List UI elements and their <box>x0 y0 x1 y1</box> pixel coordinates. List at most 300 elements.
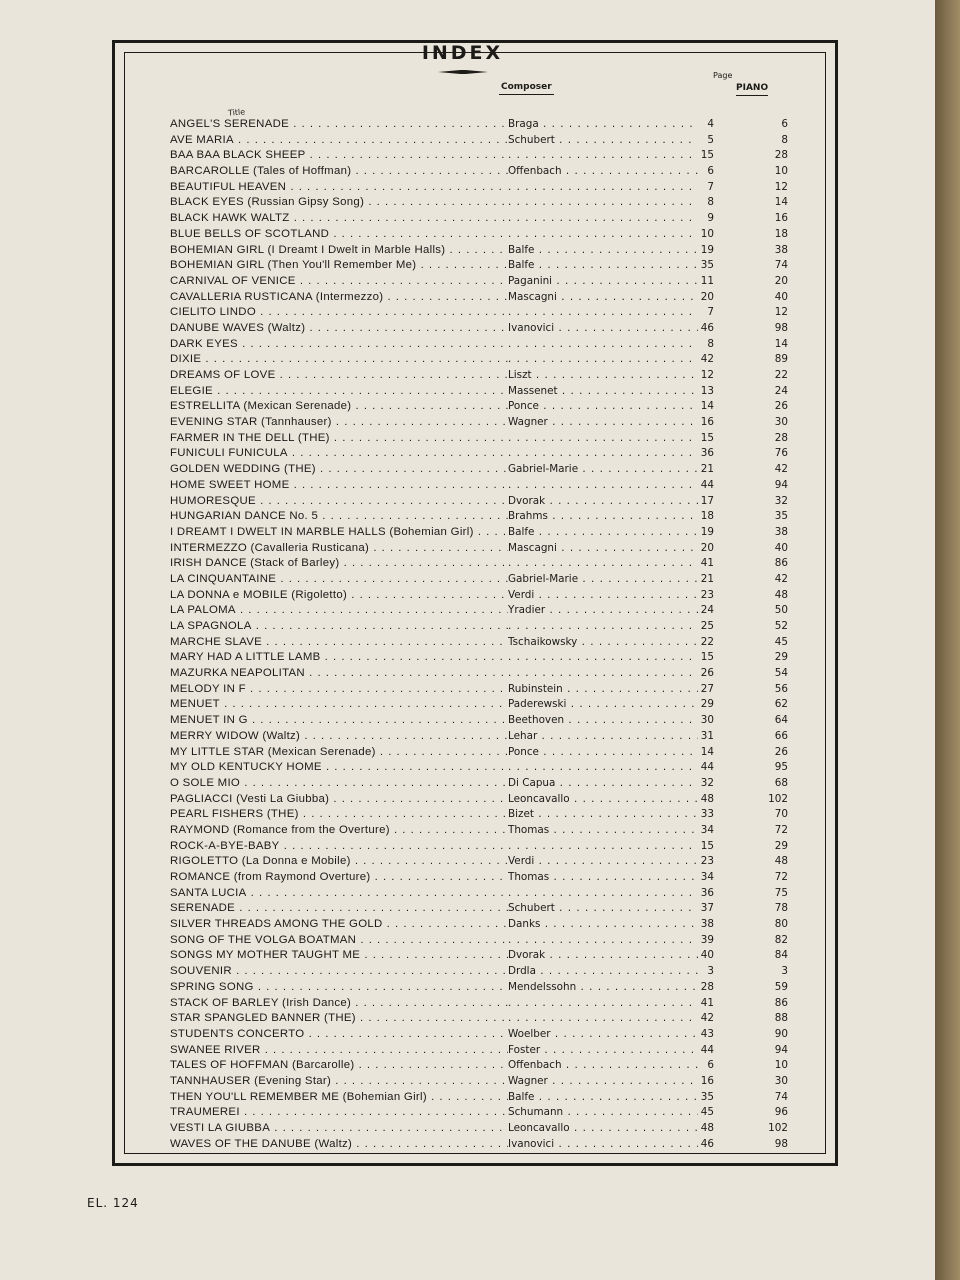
composer-name <box>508 352 698 368</box>
piano-page-number: 70 <box>774 808 788 821</box>
page-number: 36 <box>700 447 714 460</box>
piano-page-number: 32 <box>774 494 788 507</box>
piano-page-number: 102 <box>768 1122 788 1134</box>
composer-name: Tschaikowsky . . . <box>508 635 698 651</box>
composer-name <box>508 195 698 211</box>
song-title: TALES OF HOFFMAN (Barcarolle) . . . <box>170 1058 508 1074</box>
page-number: 43 <box>700 1027 714 1040</box>
composer-name: Thomas . . . <box>508 870 698 886</box>
page-number: 29 <box>700 698 714 711</box>
piano-page-number: 48 <box>774 588 788 601</box>
page-number: 15 <box>700 839 714 852</box>
index-row <box>170 195 790 211</box>
song-title: LA PALOMA . . . <box>170 603 508 619</box>
index-row <box>170 117 790 133</box>
page-number: 23 <box>700 588 714 601</box>
page-number: 40 <box>700 949 714 962</box>
song-title: SPRING SONG . . . <box>170 980 508 996</box>
piano-page-number: 98 <box>774 321 788 334</box>
index-row <box>170 792 790 808</box>
piano-page-number: 22 <box>774 369 788 381</box>
composer-name: Danks . . . <box>508 917 698 933</box>
song-title: HOME SWEET HOME . . . <box>170 478 508 494</box>
page-number: 25 <box>700 620 714 632</box>
song-title: MARCHE SLAVE . . . <box>170 635 508 651</box>
song-title: MERRY WIDOW (Waltz) . . . <box>170 729 508 745</box>
index-row <box>170 525 790 541</box>
page-number: 39 <box>700 933 714 946</box>
page-number: 38 <box>700 918 714 931</box>
page-number: 41 <box>700 557 714 570</box>
piano-page-number: 28 <box>774 431 788 444</box>
piano-page-number: 66 <box>774 729 788 742</box>
song-title: STAR SPANGLED BANNER (THE) . . . <box>170 1011 508 1027</box>
piano-page-number: 24 <box>774 384 788 397</box>
composer-name: Paganini . . . <box>508 274 698 290</box>
index-row <box>170 337 790 353</box>
composer-name <box>508 305 698 321</box>
composer-name <box>508 478 698 494</box>
song-title: DANUBE WAVES (Waltz) . . . <box>170 321 508 337</box>
page-number: 8 <box>707 196 714 209</box>
index-row <box>170 635 790 651</box>
piano-page-number: 98 <box>774 1137 788 1150</box>
song-title: DIXIE . . . <box>170 352 508 368</box>
piano-page-number: 30 <box>774 1074 788 1087</box>
song-title: SILVER THREADS AMONG THE GOLD . . . <box>170 917 508 933</box>
index-row <box>170 556 790 572</box>
song-title: MELODY IN F . . . <box>170 682 508 698</box>
page-number: 36 <box>700 886 714 899</box>
composer-name: Verdi . . . <box>508 854 698 870</box>
piano-page-number: 74 <box>774 1090 788 1103</box>
composer-name <box>508 650 698 666</box>
song-title: CIELITO LINDO . . . <box>170 305 508 321</box>
page-number: 44 <box>700 761 714 774</box>
composer-name: Mascagni . . . <box>508 541 698 557</box>
song-title: MAZURKA NEAPOLITAN . . . <box>170 666 508 682</box>
composer-name <box>508 556 698 572</box>
composer-name: Balfe . . . <box>508 243 698 259</box>
index-row <box>170 996 790 1012</box>
index-row <box>170 572 790 588</box>
piano-page-number: 59 <box>774 980 788 993</box>
piano-page-number: 12 <box>774 180 788 193</box>
song-title: WAVES OF THE DANUBE (Waltz) . . . <box>170 1137 508 1153</box>
composer-name: Verdi . . . <box>508 588 698 604</box>
page-title: INDEX <box>421 42 504 64</box>
piano-page-number: 52 <box>774 620 788 632</box>
index-row <box>170 446 790 462</box>
song-title: FARMER IN THE DELL (THE) . . . <box>170 431 508 447</box>
page-number: 44 <box>700 478 714 491</box>
piano-page-number: 8 <box>781 133 788 146</box>
index-row <box>170 713 790 729</box>
song-title: LA CINQUANTAINE . . . <box>170 572 508 588</box>
index-row <box>170 1011 790 1027</box>
page-number: 14 <box>700 400 714 413</box>
song-title: TRAUMEREI . . . <box>170 1105 508 1121</box>
index-row <box>170 933 790 949</box>
index-row <box>170 321 790 337</box>
index-row <box>170 1074 790 1090</box>
composer-name: Gabriel-Marie . . . <box>508 572 698 588</box>
piano-page-number: 86 <box>774 996 788 1009</box>
composer-name: Dvorak . . . <box>508 948 698 964</box>
index-row <box>170 1043 790 1059</box>
piano-page-number: 56 <box>774 682 788 695</box>
page-number: 6 <box>707 1059 714 1072</box>
piano-page-number: 3 <box>781 965 788 978</box>
composer-name <box>508 1011 698 1027</box>
column-header-piano: PIANO <box>736 83 768 96</box>
song-title: BLACK EYES (Russian Gipsy Song) . . . <box>170 195 508 211</box>
composer-name: Ponce . . . <box>508 745 698 761</box>
page-number: 15 <box>700 431 714 444</box>
page-number: 16 <box>700 416 714 429</box>
piano-page-number: 72 <box>774 823 788 836</box>
song-title: BLUE BELLS OF SCOTLAND . . . <box>170 227 508 243</box>
piano-page-number: 42 <box>774 572 788 585</box>
song-title: SOUVENIR . . . <box>170 964 508 980</box>
page-number: 42 <box>700 353 714 366</box>
index-row <box>170 823 790 839</box>
composer-name: Dvorak . . . <box>508 494 698 510</box>
page-number: 28 <box>700 980 714 993</box>
piano-page-number: 96 <box>774 1106 788 1119</box>
piano-page-number: 80 <box>774 918 788 931</box>
song-title: RIGOLETTO (La Donna e Mobile) . . . <box>170 854 508 870</box>
page-number: 41 <box>700 996 714 1009</box>
composer-name: Brahms . . . <box>508 509 698 525</box>
song-title: ROMANCE (from Raymond Overture) . . . <box>170 870 508 886</box>
composer-name: Gabriel-Marie . . . <box>508 462 698 478</box>
composer-name: Ivanovici . . . <box>508 1137 698 1153</box>
index-row <box>170 384 790 400</box>
page-number: 19 <box>700 525 714 538</box>
page-number: 8 <box>707 337 714 350</box>
song-title: ANGEL'S SERENADE . . . <box>170 117 508 133</box>
song-title: LA SPAGNOLA . . . <box>170 619 508 635</box>
song-title: DREAMS OF LOVE . . . <box>170 368 508 384</box>
page-number: 21 <box>700 572 714 585</box>
song-title: PAGLIACCI (Vesti La Giubba) . . . <box>170 792 508 808</box>
composer-name: Beethoven . . . <box>508 713 698 729</box>
page-number: 23 <box>700 855 714 868</box>
page-number: 46 <box>700 321 714 334</box>
piano-page-number: 18 <box>774 227 788 240</box>
composer-name: Schumann . . . <box>508 1105 698 1121</box>
piano-page-number: 50 <box>774 604 788 617</box>
index-row <box>170 870 790 886</box>
page-number: 34 <box>700 823 714 836</box>
piano-page-number: 72 <box>774 871 788 883</box>
piano-page-number: 20 <box>774 274 788 287</box>
piano-page-number: 86 <box>774 557 788 570</box>
index-row <box>170 494 790 510</box>
index-row <box>170 541 790 557</box>
composer-name <box>508 211 698 227</box>
index-row <box>170 148 790 164</box>
song-title: CARNIVAL OF VENICE . . . <box>170 274 508 290</box>
piano-page-number: 16 <box>774 212 788 225</box>
song-title: ELEGIE . . . <box>170 384 508 400</box>
song-title: SWANEE RIVER . . . <box>170 1043 508 1059</box>
column-header-page: Page <box>713 71 733 80</box>
song-title: INTERMEZZO (Cavalleria Rusticana) . . . <box>170 541 508 557</box>
song-title: TANNHAUSER (Evening Star) . . . <box>170 1074 508 1090</box>
page-number: 21 <box>700 463 714 476</box>
page-number: 48 <box>700 792 714 805</box>
composer-name <box>508 227 698 243</box>
song-title: SONG OF THE VOLGA BOATMAN . . . <box>170 933 508 949</box>
song-title: BEAUTIFUL HEAVEN . . . <box>170 180 508 196</box>
composer-name: Leoncavallo . . . <box>508 1121 698 1137</box>
piano-page-number: 48 <box>774 855 788 868</box>
index-row <box>170 1121 790 1137</box>
piano-page-number: 26 <box>774 400 788 413</box>
composer-name: Rubinstein . . . <box>508 682 698 698</box>
index-row <box>170 415 790 431</box>
index-row <box>170 164 790 180</box>
piano-page-number: 35 <box>774 510 788 523</box>
page-number: 9 <box>707 212 714 225</box>
page-number: 18 <box>700 510 714 523</box>
index-row <box>170 1090 790 1106</box>
piano-page-number: 90 <box>774 1027 788 1040</box>
piano-page-number: 14 <box>774 337 788 350</box>
composer-name: Yradier . . . <box>508 603 698 619</box>
song-title: SANTA LUCIA . . . <box>170 886 508 902</box>
index-row <box>170 964 790 980</box>
page-number: 3 <box>707 965 714 978</box>
piano-page-number: 40 <box>774 541 788 554</box>
page-number: 15 <box>700 149 714 162</box>
song-title: HUNGARIAN DANCE No. 5 . . . <box>170 509 508 525</box>
index-row <box>170 760 790 776</box>
composer-name: Bizet . . . <box>508 807 698 823</box>
index-row <box>170 650 790 666</box>
index-row <box>170 274 790 290</box>
page-number: 48 <box>700 1122 714 1134</box>
composer-name: Schubert . . . <box>508 133 698 149</box>
song-title: PEARL FISHERS (THE) . . . <box>170 807 508 823</box>
piano-page-number: 76 <box>774 447 788 460</box>
piano-page-number: 6 <box>781 118 788 130</box>
page-number: 33 <box>700 808 714 821</box>
index-row <box>170 462 790 478</box>
page-number: 22 <box>700 635 714 648</box>
composer-name <box>508 180 698 196</box>
page-number: 42 <box>700 1012 714 1025</box>
composer-name: Wagner . . . <box>508 415 698 431</box>
song-title: RAYMOND (Romance from the Overture) . . . <box>170 823 508 839</box>
index-row <box>170 290 790 306</box>
index-row <box>170 368 790 384</box>
index-row <box>170 1137 790 1153</box>
index-row <box>170 682 790 698</box>
index-row <box>170 745 790 761</box>
song-title: STACK OF BARLEY (Irish Dance) . . . <box>170 996 508 1012</box>
index-row <box>170 133 790 149</box>
composer-name: Leoncavallo . . . <box>508 792 698 808</box>
piano-page-number: 26 <box>774 745 788 758</box>
index-row <box>170 917 790 933</box>
page-number: 26 <box>700 667 714 680</box>
composer-name <box>508 337 698 353</box>
index-row <box>170 180 790 196</box>
song-title: O SOLE MIO . . . <box>170 776 508 792</box>
index-row <box>170 776 790 792</box>
song-title: STUDENTS CONCERTO . . . <box>170 1027 508 1043</box>
song-title: LA DONNA e MOBILE (Rigoletto) . . . <box>170 588 508 604</box>
page-number: 46 <box>700 1137 714 1150</box>
piano-page-number: 29 <box>774 839 788 852</box>
piano-page-number: 12 <box>774 306 788 319</box>
song-title: AVE MARIA . . . <box>170 133 508 149</box>
piano-page-number: 95 <box>774 761 788 774</box>
song-title: EVENING STAR (Tannhauser) . . . <box>170 415 508 431</box>
composer-name: Drdla . . . <box>508 964 698 980</box>
page-number: 7 <box>707 180 714 193</box>
song-title: I DREAMT I DWELT IN MARBLE HALLS (Bohemian Girl) . . . <box>170 525 508 541</box>
piano-page-number: 102 <box>768 792 788 805</box>
piano-page-number: 54 <box>774 667 788 680</box>
index-row <box>170 854 790 870</box>
composer-name: Lehar . . . <box>508 729 698 745</box>
song-title: THEN YOU'LL REMEMBER ME (Bohemian Girl) . . . <box>170 1090 508 1106</box>
song-title: VESTI LA GIUBBA . . . <box>170 1121 508 1137</box>
index-row <box>170 588 790 604</box>
piano-page-number: 38 <box>774 243 788 256</box>
song-title: IRISH DANCE (Stack of Barley) . . . <box>170 556 508 572</box>
index-row <box>170 431 790 447</box>
composer-name: Foster . . . <box>508 1043 698 1059</box>
composer-name <box>508 619 698 635</box>
index-row <box>170 352 790 368</box>
index-row <box>170 227 790 243</box>
index-row <box>170 509 790 525</box>
composer-name <box>508 886 698 902</box>
index-row <box>170 697 790 713</box>
page-number: 24 <box>700 604 714 617</box>
composer-name <box>508 760 698 776</box>
song-title: MENUET IN G . . . <box>170 713 508 729</box>
piano-page-number: 74 <box>774 259 788 272</box>
index-row <box>170 243 790 259</box>
song-title: SERENADE . . . <box>170 901 508 917</box>
composer-name: Mendelssohn . . . <box>508 980 698 996</box>
composer-name <box>508 666 698 682</box>
page-number: 16 <box>700 1074 714 1087</box>
piano-page-number: 40 <box>774 290 788 303</box>
piano-page-number: 29 <box>774 651 788 664</box>
index-row <box>170 258 790 274</box>
page-number: 34 <box>700 871 714 883</box>
composer-name: Woelber . . . <box>508 1027 698 1043</box>
piano-page-number: 82 <box>774 933 788 946</box>
page-edge <box>935 0 960 1280</box>
song-title: CAVALLERIA RUSTICANA (Intermezzo) . . . <box>170 290 508 306</box>
index-row <box>170 478 790 494</box>
index-row <box>170 807 790 823</box>
composer-name: Balfe . . . <box>508 1090 698 1106</box>
piano-page-number: 84 <box>774 949 788 962</box>
page-number: 35 <box>700 259 714 272</box>
piano-page-number: 68 <box>774 776 788 789</box>
song-title: MY LITTLE STAR (Mexican Serenade) . . . <box>170 745 508 761</box>
page-number: 31 <box>700 729 714 742</box>
song-title: GOLDEN WEDDING (THE) . . . <box>170 462 508 478</box>
composer-name: Balfe . . . <box>508 258 698 274</box>
piano-page-number: 38 <box>774 525 788 538</box>
piano-page-number: 42 <box>774 463 788 476</box>
index-row <box>170 886 790 902</box>
page-number: 20 <box>700 541 714 554</box>
index-row <box>170 666 790 682</box>
page-number: 20 <box>700 290 714 303</box>
composer-name: Liszt . . . <box>508 368 698 384</box>
piano-page-number: 14 <box>774 196 788 209</box>
piano-page-number: 10 <box>774 1059 788 1072</box>
index-row <box>170 1027 790 1043</box>
page-number: 15 <box>700 651 714 664</box>
page-number: 4 <box>707 118 714 130</box>
index-row <box>170 839 790 855</box>
composer-name <box>508 839 698 855</box>
page-number: 45 <box>700 1106 714 1119</box>
index-row <box>170 901 790 917</box>
piano-page-number: 94 <box>774 1043 788 1056</box>
composer-name <box>508 933 698 949</box>
composer-name: Di Capua . . . <box>508 776 698 792</box>
song-title: HUMORESQUE . . . <box>170 494 508 510</box>
page-number: 37 <box>700 902 714 915</box>
index-row <box>170 619 790 635</box>
song-title: DARK EYES . . . <box>170 337 508 353</box>
index-row <box>170 399 790 415</box>
piano-page-number: 88 <box>774 1012 788 1025</box>
column-header-title: Title <box>227 107 246 118</box>
song-title: SONGS MY MOTHER TAUGHT ME . . . <box>170 948 508 964</box>
page-number: 44 <box>700 1043 714 1056</box>
index-row <box>170 603 790 619</box>
piano-page-number: 62 <box>774 698 788 711</box>
index-row <box>170 211 790 227</box>
piano-page-number: 45 <box>774 635 788 648</box>
page-number: 6 <box>707 165 714 178</box>
page-number: 7 <box>707 306 714 319</box>
composer-name: Schubert . . . <box>508 901 698 917</box>
page-number: 11 <box>700 274 714 287</box>
index-row <box>170 980 790 996</box>
index-row <box>170 729 790 745</box>
song-title: ROCK-A-BYE-BABY . . . <box>170 839 508 855</box>
index-row <box>170 948 790 964</box>
piano-page-number: 28 <box>774 149 788 162</box>
page-number: 5 <box>707 133 714 146</box>
song-title: BAA BAA BLACK SHEEP . . . <box>170 148 508 164</box>
index-row <box>170 1105 790 1121</box>
song-title: BOHEMIAN GIRL (Then You'll Remember Me) . . . <box>170 258 508 274</box>
song-title: FUNICULI FUNICULA . . . <box>170 446 508 462</box>
composer-name <box>508 148 698 164</box>
page-number: 19 <box>700 243 714 256</box>
composer-name: Thomas . . . <box>508 823 698 839</box>
composer-name <box>508 996 698 1012</box>
page-number: 12 <box>700 369 714 381</box>
song-title: MY OLD KENTUCKY HOME . . . <box>170 760 508 776</box>
